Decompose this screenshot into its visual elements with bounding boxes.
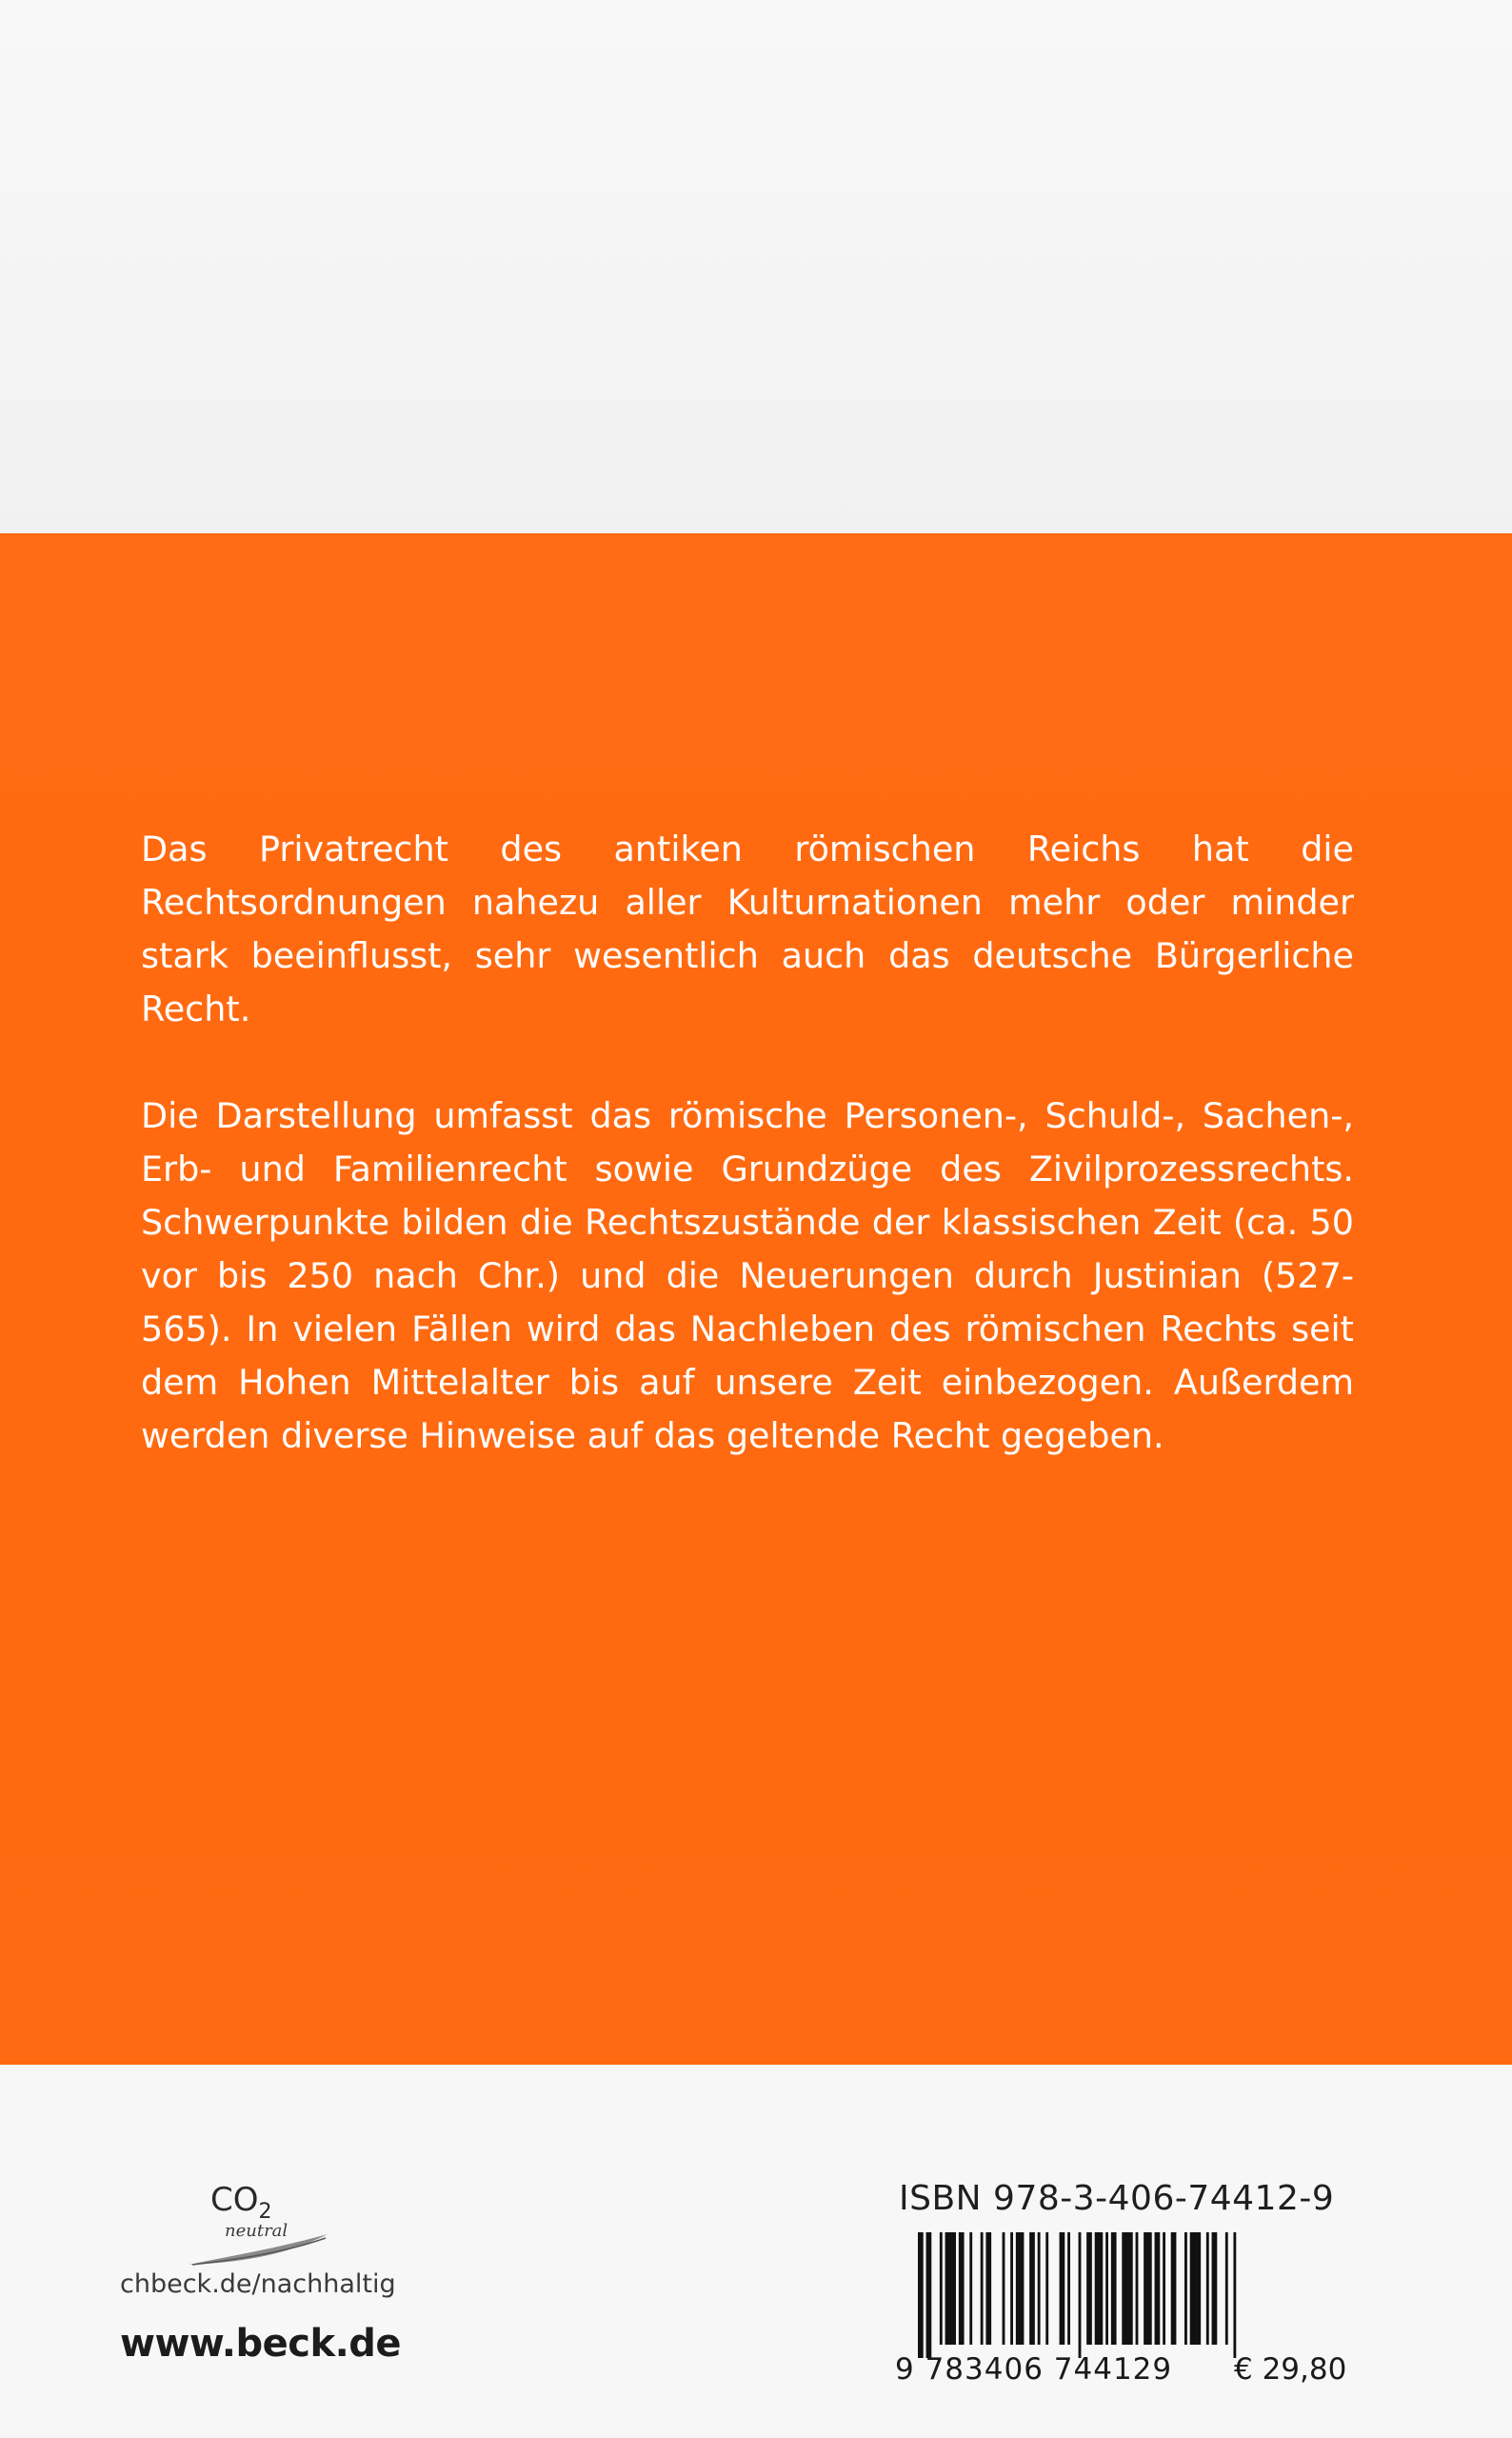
barcode-bar xyxy=(1060,2232,1065,2345)
co2-mark xyxy=(210,2181,272,2224)
barcode-bar xyxy=(1067,2232,1070,2345)
blurb-paragraph-2: Die Darstellung umfasst das römische Personen-, Schuld-, Sachen-, Erb- und Familienrecht sowie Grundzüge des Zivilprozessrechts. Schwerpunkte bilden die Rechtszustände der klassischen Zeit (ca. 50 vor bis 250 nach Chr.) und die Neuerungen durch Justinian (527-565). In vielen Fällen wird das Nachleben des römischen Rechts seit dem Hohen Mittelalter bis auf unsere Zeit einbezogen. Außerdem werden diverse Hinweise auf das geltende Recht gegeben. xyxy=(141,1095,1354,1456)
blurb-paragraph-1: Das Privatrecht des antiken römischen Reichs hat die Rechtsordnungen nahezu aller Kulturnationen mehr oder minder stark beeinflusst, sehr wesentlich auch das deutsche Bürgerliche Recht. xyxy=(141,829,1354,1029)
barcode-bar xyxy=(1111,2232,1117,2345)
barcode-bar xyxy=(1010,2232,1013,2345)
ean-13-barcode-icon xyxy=(918,2232,1242,2358)
barcode-bar xyxy=(1095,2232,1104,2345)
barcode-bar xyxy=(1206,2232,1209,2345)
barcode-bar xyxy=(1016,2232,1025,2345)
barcode-bar xyxy=(1122,2232,1132,2345)
sustainability-url: chbeck.de/nachhaltig xyxy=(120,2269,396,2299)
barcode-bar xyxy=(1045,2232,1048,2345)
barcode-bar xyxy=(918,2232,924,2358)
barcode-bar xyxy=(1233,2232,1236,2358)
barcode-bar xyxy=(969,2232,972,2345)
cover-top-band xyxy=(0,0,1512,533)
barcode-bar xyxy=(1079,2232,1082,2358)
barcode-bar xyxy=(985,2232,991,2345)
barcode-bar xyxy=(1190,2232,1201,2345)
co2-neutral-logo xyxy=(120,2181,396,2305)
co2-mark-subscript: 2 xyxy=(258,2200,272,2224)
barcode-bar xyxy=(926,2232,932,2358)
price-label: € 29,80 xyxy=(1234,2352,1347,2387)
co2-mark-letters: CO xyxy=(210,2181,259,2219)
barcode-bar xyxy=(1003,2232,1005,2345)
barcode-bar xyxy=(1105,2232,1108,2345)
barcode-bar xyxy=(1225,2232,1228,2345)
barcode-bar xyxy=(981,2232,984,2345)
co2-neutral-tagline: neutral xyxy=(225,2221,288,2241)
barcode-bar xyxy=(1212,2232,1218,2345)
isbn-label: ISBN 978-3-406-74412-9 xyxy=(899,2179,1335,2218)
barcode-bar xyxy=(1184,2232,1187,2345)
barcode-bar xyxy=(1163,2232,1165,2345)
publisher-website: www.beck.de xyxy=(120,2322,402,2366)
barcode-bar xyxy=(1086,2232,1092,2345)
barcode-bar xyxy=(959,2232,965,2345)
back-cover-blurb xyxy=(141,823,1354,1463)
barcode-bar xyxy=(1136,2232,1139,2345)
barcode-bar xyxy=(1171,2232,1177,2345)
barcode-bar xyxy=(1144,2232,1152,2345)
barcode-digits: 9 783406 744129 xyxy=(895,2352,1173,2387)
barcode-bar xyxy=(1155,2232,1161,2345)
barcode-bar xyxy=(1038,2232,1041,2345)
barcode-bar xyxy=(940,2232,943,2345)
barcode-bar xyxy=(945,2232,956,2345)
barcode-bar xyxy=(1029,2232,1035,2345)
